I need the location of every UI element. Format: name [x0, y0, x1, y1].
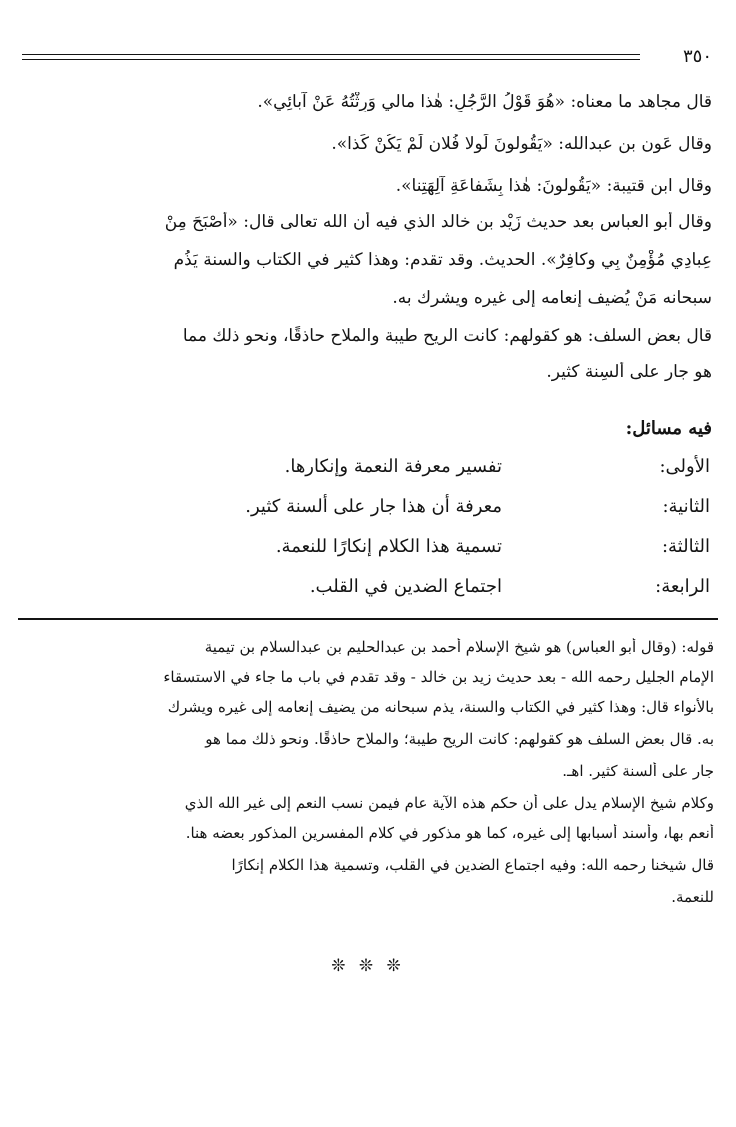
header-rule-bottom: [22, 59, 640, 60]
footnote-line-7: أنعم بها، وأسند أسبابها إلى غيره، كما هو مذكور في كلام المفسرين المذكور بعضه هنا.: [185, 824, 714, 842]
issue-label: الثانية:: [662, 496, 710, 517]
section-ornament: ❊ ❊ ❊: [331, 956, 405, 976]
issue-row: [22, 536, 712, 566]
header-rule-top: [22, 54, 640, 55]
footnote-line-4: به. قال بعض السلف هو كقولهم: كانت الريح طيبة؛ والملاح حاذقًا. ونحو ذلك مما هو: [205, 730, 714, 748]
issue-label: الرابعة:: [655, 576, 710, 597]
footnote-line-2: الإمام الجليل رحمه الله - بعد حديث زيد بن خالد - وقد تقدم في باب ما جاء في الاستسقاء: [163, 668, 714, 686]
issue-label: الأولى:: [659, 456, 710, 477]
issue-row: [22, 576, 712, 606]
issue-text: تسمية هذا الكلام إنكارًا للنعمة.: [275, 536, 502, 557]
body-line-6: سبحانه مَنْ يُضيف إنعامه إلى غيره ويشرك به.: [392, 288, 712, 308]
issue-text: تفسير معرفة النعمة وإنكارها.: [284, 456, 502, 477]
footnote-divider: [18, 618, 718, 620]
footnote-line-8: قال شيخنا رحمه الله: وفيه اجتماع الضدين في القلب، وتسمية هذا الكلام إنكارًا: [231, 856, 714, 874]
issue-row: [22, 496, 712, 526]
footnote-line-9: للنعمة.: [671, 888, 714, 906]
page-header: [22, 44, 712, 74]
issue-text: معرفة أن هذا جار على ألسنة كثير.: [245, 496, 502, 517]
body-line-2: وقال عَون بن عبدالله: «يَقُولونَ لَولا فُلان لَمْ يَكُنْ كَذا».: [331, 134, 712, 154]
footnote-line-1: قوله: (وقال أبو العباس) هو شيخ الإسلام أحمد بن عبدالحليم بن عبدالسلام بن تيمية: [204, 638, 714, 656]
issue-text: اجتماع الضدين في القلب.: [309, 576, 502, 597]
body-line-3: وقال ابن قتيبة: «يَقُولونَ: هٰذا بِشَفاعَةِ آلِهَتِنا».: [395, 176, 712, 196]
footnote-line-5: جار على ألسنة كثير. اهـ.: [562, 762, 714, 780]
body-line-1: قال مجاهد ما معناه: «هُوَ قَوْلُ الرَّجُلِ: هٰذا مالي وَرِثْتُهُ عَنْ آبائِي».: [257, 92, 712, 112]
issue-label: الثالثة:: [661, 536, 710, 557]
body-line-7: قال بعض السلف: هو كقولهم: كانت الريح طيبة والملاح حاذقًا، ونحو ذلك مما: [182, 326, 712, 346]
issue-row: [22, 456, 712, 486]
page-number: ٣٥٠: [682, 46, 712, 67]
body-line-8: هو جار على ألسِنة كثير.: [546, 362, 712, 382]
footnote-line-6: وكلام شيخ الإسلام يدل على أن حكم هذه الآية عام فيمن نسب النعم إلى غير الله الذي: [184, 794, 714, 812]
body-line-5: عِبادِي مُؤْمِنٌ بِي وكافِرٌ». الحديث. وقد تقدم: وهذا كثير في الكتاب والسنة يَذُم: [173, 250, 712, 270]
issues-heading: فيه مسائل:: [625, 418, 712, 439]
body-line-4: وقال أبو العباس بعد حديث زَيْد بن خالد الذي فيه أن الله تعالى قال: «أَصْبَحَ مِنْ: [164, 212, 712, 232]
footnote-line-3: بالأنواء قال: وهذا كثير في الكتاب والسنة، يذم سبحانه من يضيف إنعامه إلى غيره ويشرك: [167, 698, 714, 716]
